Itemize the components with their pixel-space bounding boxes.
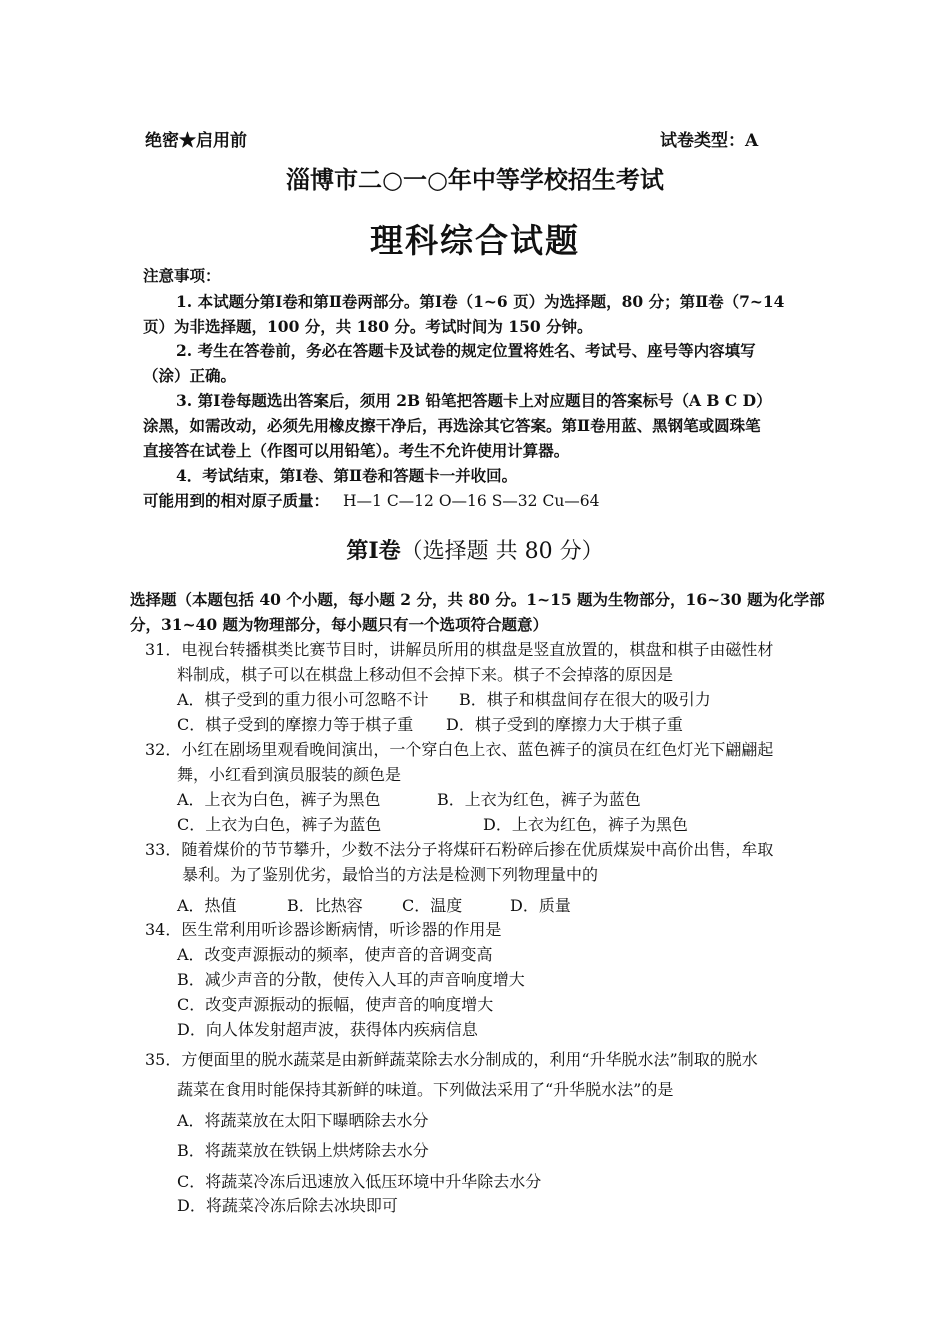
question-31-stem: 料制成，棋子可以在棋盘上移动但不会掉下来。棋子不会掉落的原因是 [177,665,674,684]
question-34-option-b: B．减少声音的分散，使传入人耳的声音响度增大 [177,970,525,989]
exam-subtitle: 理科综合试题 [370,221,580,260]
question-35-option-d: D．将蔬菜冷冻后除去冰块即可 [177,1196,398,1215]
question-32-option-c: C．上衣为白色，裤子为蓝色 [177,815,382,834]
question-31-option-b: B．棋子和棋盘间存在很大的吸引力 [459,690,711,709]
exam-title: 淄博市二○一○年中等学校招生考试 [286,165,664,194]
question-32-option-b: B．上衣为红色，裤子为蓝色 [437,790,641,809]
question-33-option-d: D．质量 [510,896,571,915]
question-35-option-c: C．将蔬菜冷冻后迅速放入低压环境中升华除去水分 [177,1172,542,1191]
section-title-bold: 第Ⅰ卷 [346,538,401,564]
question-31-option-a: A．棋子受到的重力很小可忽略不计 [177,690,429,709]
question-32-stem: 32．小红在剧场里观看晚间演出，一个穿白色上衣、蓝色裤子的演员在红色灯光下翩翩起 [145,740,774,759]
question-35-stem: 蔬菜在食用时能保持其新鲜的味道。下列做法采用了“升华脱水法”的是 [177,1080,674,1099]
question-33-stem: 33．随着煤价的节节攀升，少数不法分子将煤矸石粉碎后掺在优质煤炭中高价出售，牟取 [145,840,774,859]
atomic-mass-values: H—1 C—12 O—16 S—32 Cu—64 [343,492,600,510]
section-title [0,534,950,565]
question-35-stem: 35．方便面里的脱水蔬菜是由新鲜蔬菜除去水分制成的，利用“升华脱水法”制取的脱水 [145,1050,758,1069]
notice-heading: 注意事项： [143,266,221,285]
intro-line: 分，31~40 题为物理部分，每小题只有一个选项符合题意） [130,615,549,634]
notice-line: 3. 第Ⅰ卷每题选出答案后，须用 2B 铅笔把答题卡上对应题目的答案标号（A B C D） [176,391,772,410]
secret-label: 绝密★启用前 [145,131,247,151]
question-33-stem: 暴利。为了鉴别优劣，最恰当的方法是检测下列物理量中的 [182,865,599,884]
section-title-rest: （选择题 共 80 分） [400,539,604,564]
question-32-option-a: A．上衣为白色，裤子为黑色 [177,790,381,809]
question-34-option-d: D．向人体发射超声波，获得体内疾病信息 [177,1020,478,1039]
question-31-option-d: D．棋子受到的摩擦力大于棋子重 [446,715,683,734]
notice-line: 直接答在试卷上（作图可以用铅笔）。考生不允许使用计算器。 [143,441,570,460]
question-31-stem: 31．电视台转播棋类比赛节目时，讲解员所用的棋盘是竖直放置的，棋盘和棋子由磁性材 [145,640,774,659]
notice-line: 4．考试结束，第Ⅰ卷、第Ⅱ卷和答题卡一并收回。 [176,466,518,485]
intro-line: 选择题（本题包括 40 个小题，每小题 2 分，共 80 分。1~15 题为生物部分，16~30 题为化学部 [130,590,825,609]
notice-line: 2. 考生在答卷前，务必在答题卡及试卷的规定位置将姓名、考试号、座号等内容填写 [176,341,756,360]
notice-line: 页）为非选择题，100 分，共 180 分。考试时间为 150 分钟。 [143,317,593,336]
question-33-option-c: C．温度 [402,896,463,915]
question-32-stem: 舞，小红看到演员服装的颜色是 [177,765,402,784]
notice-line: 涂黑，如需改动，必须先用橡皮擦干净后，再选涂其它答案。第Ⅱ卷用蓝、黑钢笔或圆珠笔 [143,416,761,435]
notice-line: （涂）正确。 [143,366,237,385]
notice-line: 1. 本试题分第Ⅰ卷和第Ⅱ卷两部分。第Ⅰ卷（1~6 页）为选择题，80 分；第Ⅱ卷（7~14 [176,292,785,311]
question-35-option-b: B．将蔬菜放在铁锅上烘烤除去水分 [177,1141,429,1160]
question-34-stem: 34．医生常利用听诊器诊断病情，听诊器的作用是 [145,920,502,939]
question-32-option-d: D．上衣为红色，裤子为黑色 [483,815,688,834]
question-34-option-a: A．改变声源振动的频率，使声音的音调变高 [177,945,493,964]
question-31-option-c: C．棋子受到的摩擦力等于棋子重 [177,715,414,734]
atomic-mass [143,489,600,511]
atomic-mass-label: 可能用到的相对原子质量： [143,491,330,510]
question-33-option-b: B．比热容 [287,896,363,915]
question-33-option-a: A．热值 [177,896,237,915]
paper-type-label: 试卷类型：A [660,131,759,151]
question-34-option-c: C．改变声源振动的振幅，使声音的响度增大 [177,995,494,1014]
question-35-option-a: A．将蔬菜放在太阳下曝晒除去水分 [177,1111,429,1130]
